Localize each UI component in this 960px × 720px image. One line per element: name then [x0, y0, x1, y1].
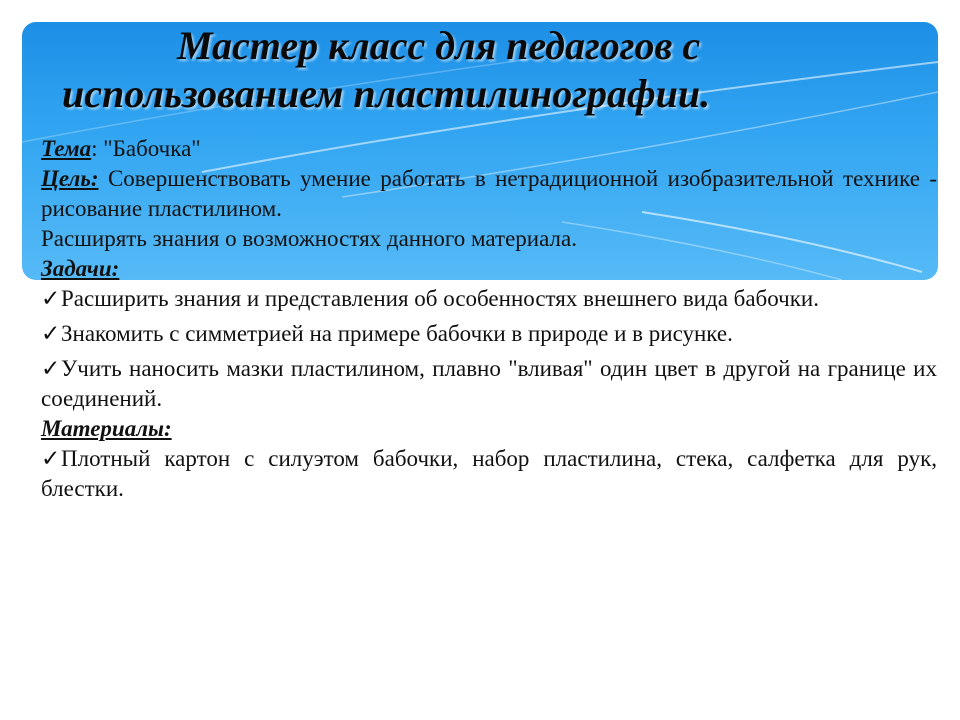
goal-extra-paragraph	[41, 224, 937, 254]
materials-label: Материалы:	[41, 416, 172, 441]
tasks-heading	[41, 254, 937, 284]
page-title	[22, 22, 938, 118]
topic-separator: :	[91, 136, 98, 161]
task-item	[41, 354, 937, 414]
task-item-text: Знакомить с симметрией на примере бабочки в природе и в рисунке.	[61, 321, 733, 346]
check-mark-icon: ✓	[41, 356, 61, 381]
title-line-1: Мастер класс для педагогов с	[177, 23, 701, 68]
tasks-label: Задачи:	[41, 256, 120, 281]
check-mark-icon: ✓	[41, 286, 61, 311]
task-item-text: Расширить знания и представления об особенностях внешнего вида бабочки.	[61, 286, 819, 311]
topic-label: Тема	[41, 136, 92, 161]
topic-text: "Бабочка"	[103, 136, 201, 161]
task-item	[41, 319, 937, 349]
task-item-text: Учить наносить мазки пластилином, плавно "вливая" один цвет в другой на границе их соединений.	[41, 356, 937, 411]
materials-item	[41, 444, 937, 504]
task-item	[41, 284, 937, 314]
check-mark-icon: ✓	[41, 446, 61, 471]
content-body	[41, 134, 937, 504]
check-mark-icon: ✓	[41, 321, 61, 346]
goal-paragraph	[41, 164, 937, 224]
goal-label: Цель:	[41, 166, 99, 191]
goal-text: Совершенствовать умение работать в нетрадиционной изобразительной технике - рисование пластилином.	[41, 166, 938, 221]
materials-item-text: Плотный картон с силуэтом бабочки, набор пластилина, стека, салфетка для рук, блестки.	[41, 446, 937, 501]
materials-heading	[41, 414, 937, 444]
title-line-2: использованием пластилинографии.	[62, 71, 711, 116]
goal-extra-text: Расширять знания о возможностях данного материала.	[41, 226, 577, 251]
topic-paragraph	[41, 134, 937, 164]
